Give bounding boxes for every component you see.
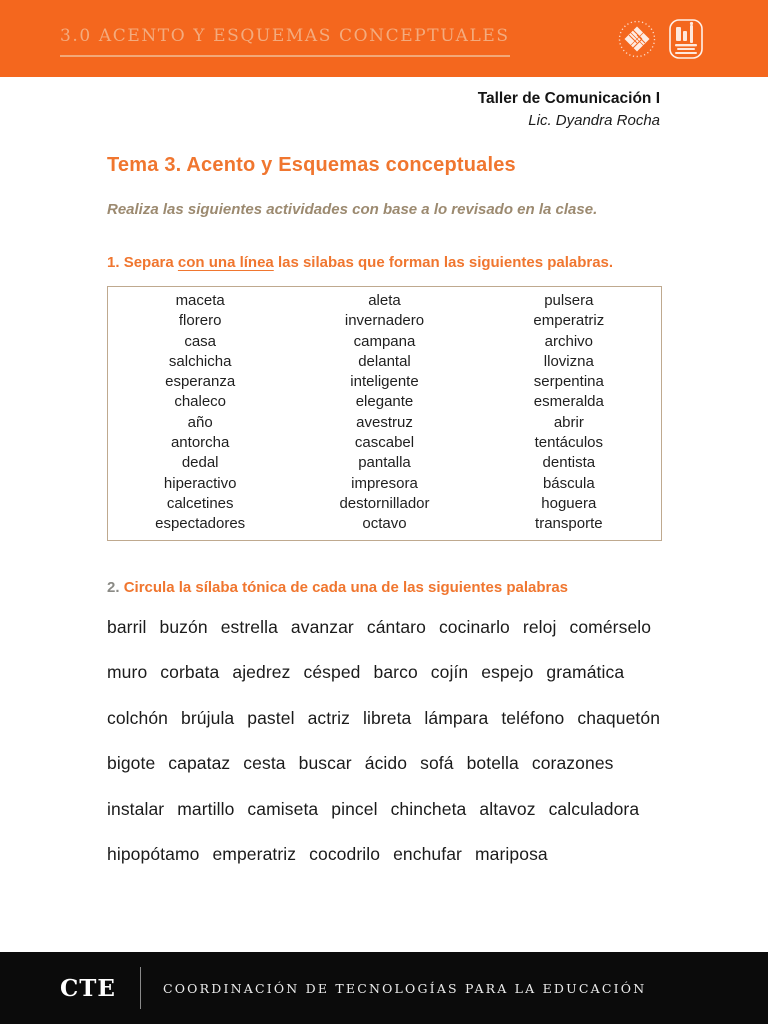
teacher-name: Lic. Dyandra Rocha bbox=[528, 112, 660, 129]
banner-logos bbox=[617, 17, 706, 61]
word: emperatriz bbox=[212, 844, 297, 865]
table-cell: año bbox=[187, 413, 213, 431]
table-cell: campana bbox=[353, 332, 416, 350]
table-row bbox=[108, 291, 661, 311]
exercise2-words bbox=[107, 617, 662, 866]
word: actriz bbox=[307, 707, 350, 728]
word: libreta bbox=[363, 707, 412, 728]
word: ácido bbox=[364, 753, 408, 774]
table-cell: chaleco bbox=[174, 393, 227, 411]
table-row bbox=[108, 433, 661, 453]
table-cell: dentista bbox=[542, 454, 596, 472]
table-cell: dedal bbox=[181, 454, 219, 472]
page-title: Tema 3. Acento y Esquemas conceptuales bbox=[107, 154, 516, 176]
word: bigote bbox=[107, 753, 156, 774]
word: pastel bbox=[247, 707, 295, 728]
word: cocodrilo bbox=[309, 844, 381, 865]
word: mariposa bbox=[474, 844, 548, 865]
word: barco bbox=[373, 662, 418, 683]
table-cell: calcetines bbox=[166, 494, 234, 512]
pinwheel-logo-icon bbox=[617, 19, 657, 59]
exercise2-number: 2. bbox=[107, 578, 120, 596]
university-seal-icon bbox=[666, 17, 706, 61]
word: cesta bbox=[243, 753, 286, 774]
table-row bbox=[108, 413, 661, 433]
word: pincel bbox=[331, 798, 378, 819]
table-row bbox=[108, 474, 661, 494]
exercise2-instruction: 2. Circula la sílaba tónica de cada una de las siguientes palabras bbox=[107, 578, 569, 596]
footer-text: COORDINACIÓN DE TECNOLOGÍAS PARA LA EDUCACIÓN bbox=[162, 980, 647, 996]
table-cell: avestruz bbox=[356, 413, 413, 431]
table-cell: emperatriz bbox=[533, 312, 605, 330]
table-cell: espectadores bbox=[155, 515, 246, 533]
table-cell: archivo bbox=[544, 332, 593, 350]
word: camiseta bbox=[247, 798, 319, 819]
word: barril bbox=[107, 616, 147, 637]
exercise1-number: 1. bbox=[107, 254, 120, 271]
exercise1-instruction: 1. Separa con una línea las silabas que forman las siguientes palabras. bbox=[107, 254, 614, 271]
table-cell: delantal bbox=[358, 352, 411, 370]
table-row bbox=[108, 332, 661, 352]
word-line bbox=[107, 844, 662, 865]
table-cell: salchicha bbox=[168, 352, 232, 370]
word: buzón bbox=[159, 616, 208, 637]
table-cell: esmeralda bbox=[533, 393, 604, 411]
table-cell: transporte bbox=[535, 515, 603, 533]
word: espejo bbox=[481, 662, 534, 683]
word-line bbox=[107, 708, 662, 729]
table-cell: octavo bbox=[362, 515, 407, 533]
table-cell: esperanza bbox=[165, 373, 236, 391]
table-cell: florero bbox=[178, 312, 222, 330]
word: hipopótamo bbox=[107, 844, 200, 865]
table-cell: pantalla bbox=[358, 454, 411, 472]
intro-text: Realiza las siguientes actividades con base a lo revisado en la clase. bbox=[107, 201, 598, 218]
word: césped bbox=[303, 662, 361, 683]
word: estrella bbox=[220, 616, 278, 637]
word: teléfono bbox=[501, 707, 565, 728]
word: martillo bbox=[177, 798, 235, 819]
table-cell: hiperactivo bbox=[163, 474, 237, 492]
table-row bbox=[108, 494, 661, 514]
word-line bbox=[107, 617, 662, 638]
table-cell: antorcha bbox=[170, 434, 230, 452]
footer-divider bbox=[140, 967, 141, 1009]
word: ajedrez bbox=[232, 662, 291, 683]
table-row bbox=[108, 392, 661, 412]
table-cell: aleta bbox=[368, 292, 401, 309]
word: buscar bbox=[298, 753, 352, 774]
table-row bbox=[108, 372, 661, 392]
word: corbata bbox=[160, 662, 220, 683]
table-row bbox=[108, 453, 661, 473]
word: lámpara bbox=[424, 707, 489, 728]
cte-logo: CTE bbox=[60, 974, 116, 1002]
byline bbox=[0, 90, 768, 129]
banner-title: 3.0 ACENTO Y ESQUEMAS CONCEPTUALES bbox=[60, 26, 510, 57]
word: avanzar bbox=[290, 616, 354, 637]
word-line bbox=[107, 799, 662, 820]
word: chincheta bbox=[390, 798, 467, 819]
table-cell: inteligente bbox=[350, 373, 419, 391]
word: cocinarlo bbox=[438, 616, 510, 637]
table-cell: invernadero bbox=[344, 312, 425, 330]
table-cell: llovizna bbox=[543, 352, 594, 370]
word: gramática bbox=[546, 662, 625, 683]
table-cell: serpentina bbox=[533, 373, 604, 391]
word: comérselo bbox=[569, 616, 652, 637]
table-cell: elegante bbox=[355, 393, 414, 411]
word: botella bbox=[466, 753, 519, 774]
table-cell: abrir bbox=[553, 413, 584, 431]
table-cell: destornillador bbox=[339, 494, 430, 512]
table-cell: pulsera bbox=[544, 292, 594, 309]
top-banner bbox=[0, 0, 768, 77]
table-cell: tentáculos bbox=[534, 434, 604, 452]
word: cojín bbox=[430, 662, 469, 683]
table-row bbox=[108, 514, 661, 534]
word: colchón bbox=[107, 707, 169, 728]
word: altavoz bbox=[479, 798, 536, 819]
footer-bar bbox=[0, 952, 768, 1024]
word: instalar bbox=[107, 798, 165, 819]
word: calculadora bbox=[548, 798, 640, 819]
table-cell: cascabel bbox=[354, 434, 415, 452]
table-cell: báscula bbox=[542, 474, 595, 492]
word-line bbox=[107, 662, 662, 683]
table-cell: maceta bbox=[175, 292, 225, 309]
word-line bbox=[107, 753, 662, 774]
table-row bbox=[108, 352, 661, 372]
word: enchufar bbox=[393, 844, 462, 865]
table-row bbox=[108, 311, 661, 331]
word: muro bbox=[107, 662, 148, 683]
syllable-table bbox=[107, 286, 662, 541]
table-cell: hoguera bbox=[541, 494, 597, 512]
underlined-phrase: con una línea bbox=[177, 254, 274, 271]
table-cell: impresora bbox=[351, 474, 418, 492]
table-cell: casa bbox=[184, 332, 216, 350]
word: sofá bbox=[420, 753, 454, 774]
word: brújula bbox=[181, 707, 235, 728]
course-name: Taller de Comunicación I bbox=[477, 90, 660, 107]
word: cántaro bbox=[366, 616, 426, 637]
word: capataz bbox=[168, 753, 231, 774]
word: corazones bbox=[531, 753, 614, 774]
worksheet-body bbox=[0, 154, 768, 865]
word: chaquetón bbox=[577, 707, 661, 728]
word: reloj bbox=[522, 616, 557, 637]
